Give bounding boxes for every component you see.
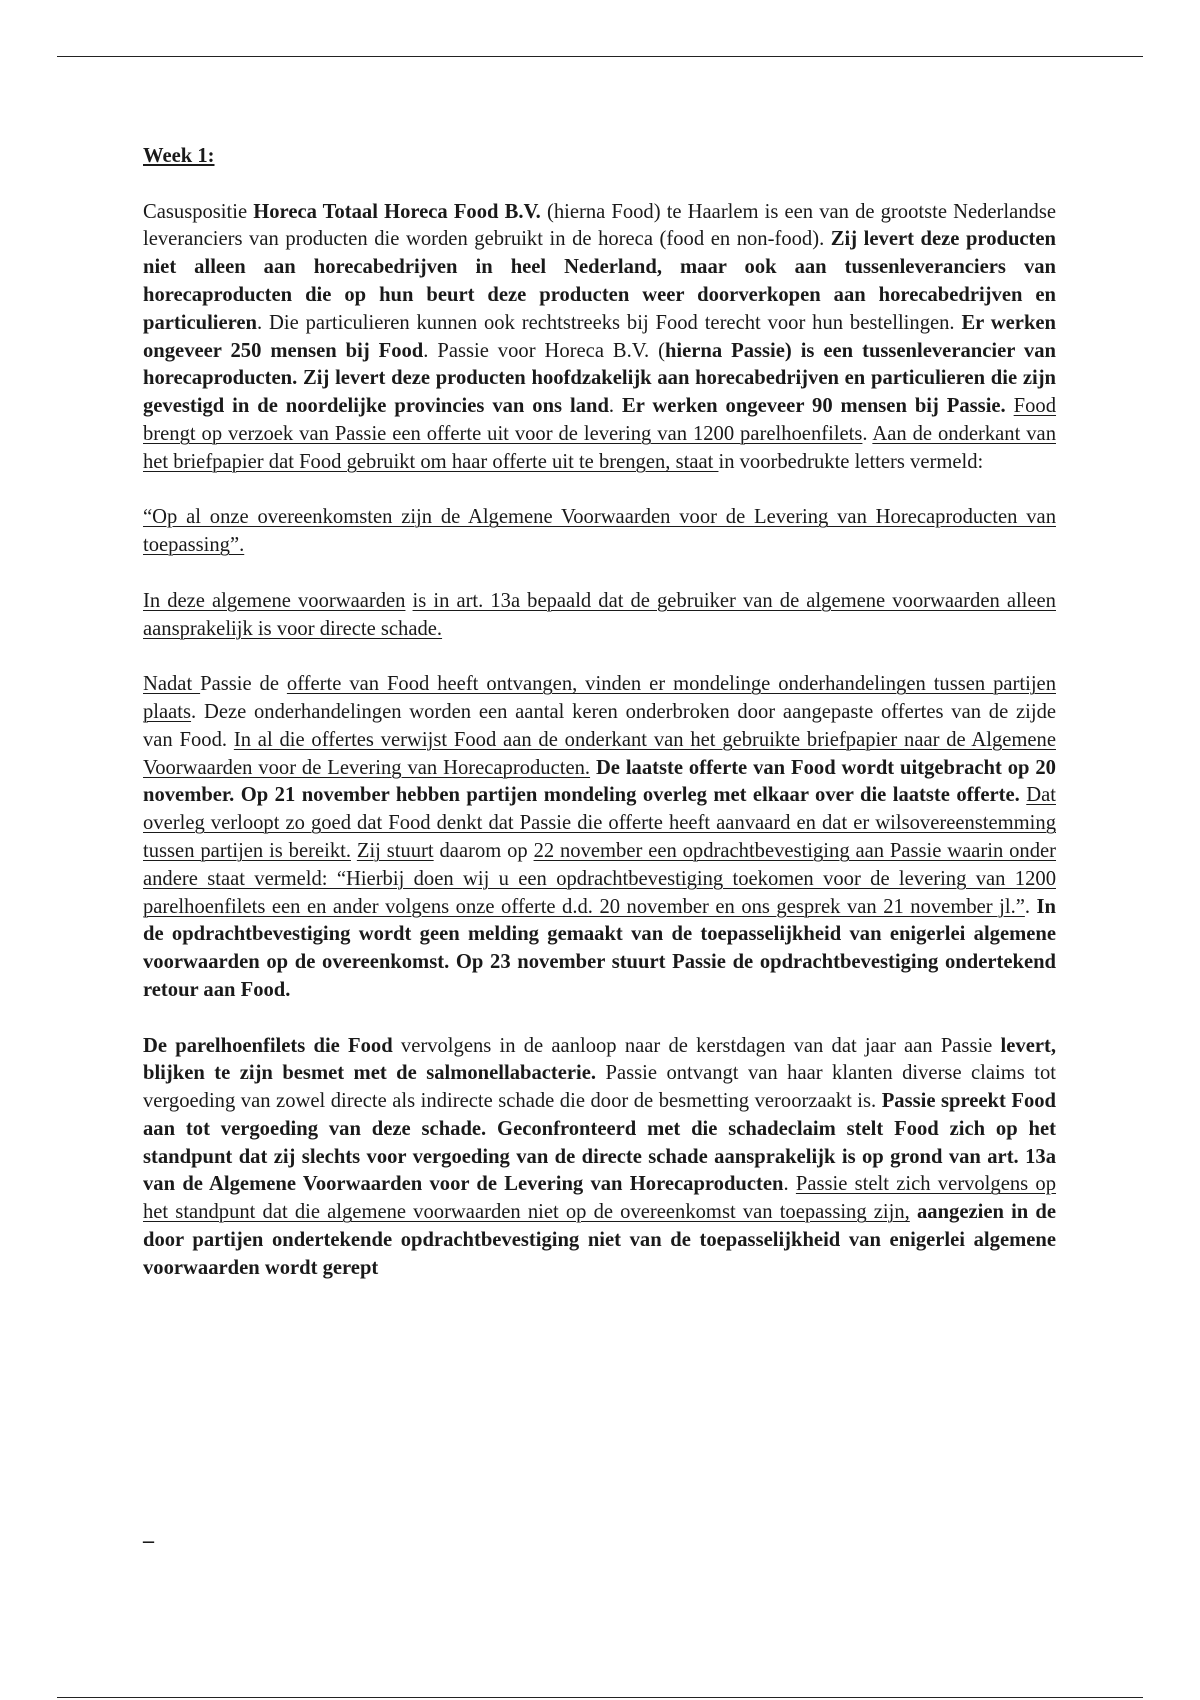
- top-horizontal-rule: [57, 56, 1143, 57]
- text-segment: . Passie voor Horeca B.V. (: [423, 339, 665, 362]
- text-segment: Horeca Totaal Horeca Food B.V.: [253, 200, 541, 223]
- text-segment: (hierna Food) te Haarlem is een van de grootste Nederlandse leveranciers van producten die worden gebruikt in de horeca (food en non-food).: [143, 200, 1056, 251]
- text-segment: .: [862, 422, 873, 445]
- text-segment: “Op al onze overeenkomsten zijn de Algemene Voorwaarden voor de Levering van Horecaproducten van toepassing”.: [143, 506, 1056, 557]
- trailing-underscore: _: [143, 1520, 154, 1545]
- text-segment: Er werken ongeveer 250 mensen bij Food: [143, 311, 1056, 362]
- text-segment: In de opdrachtbevestiging wordt geen melding gemaakt van de toepasselijkheid van enigerlei algemene voorwaarden op de overeenkomst. Op 23 november stuurt Passie de opdrachtbevestiging ondertekend retour aan Food.: [143, 895, 1056, 1001]
- paragraph-3: [143, 588, 1056, 644]
- section-heading: Week 1:: [143, 145, 215, 167]
- text-segment: Passie ontvangt van haar klanten diverse claims tot vergoeding van zowel directe als indirecte schade die door de besmetting veroorzaakt is.: [143, 1062, 1056, 1113]
- document-body: [143, 143, 1056, 1283]
- text-segment: Passie de: [200, 673, 287, 696]
- text-segment: Dat overleg verloopt zo goed dat Food denkt dat Passie die offerte heeft aanvaard en dat er wilsovereenstemming tussen partijen is bereikt.: [143, 784, 1056, 862]
- text-segment: in voorbedrukte letters vermeld:: [718, 450, 984, 473]
- text-segment: De laatste offerte van Food wordt uitgebracht op 20 november. Op 21 november hebben partijen mondeling overleg met elkaar over die laatste offerte.: [143, 756, 1056, 807]
- text-segment: aangezien in de door partijen ondertekende opdrachtbevestiging niet van de toepasselijkheid van enigerlei algemene voorwaarden wordt gerept: [143, 1201, 1056, 1279]
- text-segment: Nadat: [143, 673, 201, 696]
- text-segment: Food brengt op verzoek van Passie een offerte uit voor de levering van 1200 parelhoenfilets: [143, 395, 1057, 445]
- text-segment: .: [783, 1173, 796, 1196]
- text-segment: Zij stuurt: [356, 839, 434, 862]
- text-segment: Passie stelt zich vervolgens op het standpunt dat die algemene voorwaarden niet op de overeenkomst van toepassing zijn,: [143, 1173, 1057, 1224]
- paragraph-5: [143, 1033, 1056, 1283]
- text-segment: Er werken ongeveer 90 mensen bij Passie.: [622, 395, 1006, 418]
- bottom-horizontal-rule: [57, 1697, 1143, 1698]
- text-segment: levert, blijken te zijn besmet met de salmonellabacterie.: [143, 1034, 1056, 1085]
- text-segment: Aan de onderkant van het briefpapier dat Food gebruikt om haar offerte uit te brengen, staat: [143, 422, 1056, 473]
- text-segment: vervolgens in de aanloop naar de kerstdagen van dat jaar aan Passie: [392, 1034, 1001, 1057]
- paragraph-2: [143, 504, 1056, 560]
- text-segment: .: [608, 395, 622, 418]
- text-segment: is in art. 13a bepaald dat de gebruiker van de algemene voorwaarden alleen aansprakelijk is voor directe schade.: [143, 589, 1056, 640]
- text-segment: In deze algemene voorwaarden: [143, 589, 406, 612]
- text-segment: . Deze onderhandelingen worden een aantal keren onderbroken door aangepaste offertes van de zijde van Food.: [143, 700, 1056, 751]
- text-segment: daarom op: [433, 839, 534, 862]
- text-segment: [405, 590, 412, 612]
- text-segment: [910, 1201, 917, 1223]
- text-segment: [1006, 395, 1014, 417]
- text-segment: offerte van Food heeft ontvangen, vinden er mondelinge onderhandelingen tussen partijen plaats: [143, 673, 1056, 723]
- text-segment: .: [1024, 895, 1037, 918]
- text-segment: In al die offertes verwijst Food aan de onderkant van het gebruikte briefpapier naar de Algemene Voorwaarden voor de Levering van Horecaproducten.: [143, 728, 1056, 779]
- paragraph-4: [143, 671, 1056, 1005]
- text-segment: Passie spreekt Food aan tot vergoeding van deze schade. Geconfronteerd met die schadeclaim stelt Food zich op het standpunt dat zij slechts voor vergoeding van de directe schade aansprakelijk is op grond van art. 13a van de Algemene Voorwaarden voor de Levering van Horecaproducten: [143, 1090, 1056, 1196]
- text-segment: 22 november een opdrachtbevestiging aan Passie waarin onder andere staat vermeld: “Hierbij doen wij u een opdrachtbevestiging toekomen voor de levering van 1200 parelhoenfilets een en ander volgens onze offerte d.d. 20 november en ons gesprek van 21 november jl.”: [143, 839, 1057, 918]
- paragraph-1: [143, 199, 1056, 477]
- text-segment: Casuspositie: [143, 200, 254, 223]
- text-segment: De parelhoenfilets die Food: [143, 1034, 393, 1057]
- text-segment: . Die particulieren kunnen ook rechtstreeks bij Food terecht voor hun bestellingen.: [257, 311, 962, 334]
- text-segment: Zij levert deze producten niet alleen aan horecabedrijven in heel Nederland, maar ook aan tussenleveranciers van horecaproducten die op hun beurt deze producten weer doorverkopen aan horecabedrijven en particulieren: [143, 228, 1056, 334]
- text-segment: hierna Passie) is een tussenleverancier van horecaproducten. Zij levert deze producten hoofdzakelijk aan horecabedrijven en particulieren die zijn gevestigd in de noordelijke provincies van ons land: [143, 339, 1056, 418]
- paragraph-container: [143, 199, 1056, 1283]
